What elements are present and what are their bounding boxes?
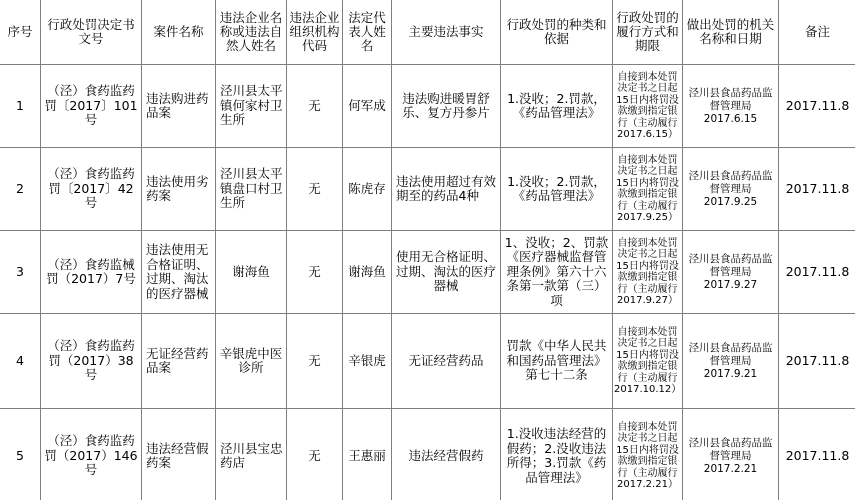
row-number: 3 (0, 231, 41, 314)
note: 2017.11.8 (779, 148, 855, 231)
authority-name: 泾川县食品药品监督管理局 (688, 86, 773, 112)
performance-method: 自接到本处罚决定书之日起15日内将罚没款缴到指定银行（主动履行2017.9.27） (613, 231, 683, 314)
authority-date: 2017.6.15 (703, 112, 758, 125)
row-number: 1 (0, 65, 41, 148)
authority-name: 泾川县食品药品监督管理局 (688, 169, 773, 195)
header-cell: 序号 (0, 0, 41, 65)
header-cell: 行政处罚决定书文号 (41, 0, 142, 65)
performance-method: 自接到本处罚决定书之日起15日内将罚没款缴到指定银行（主动履行2017.2.21） (613, 409, 683, 500)
header-cell: 法定代表人姓名 (343, 0, 392, 65)
header-cell: 做出处罚的机关名称和日期 (683, 0, 779, 65)
performance-method: 自接到本处罚决定书之日起15日内将罚没款缴到指定银行（主动履行2017.10.12） (613, 314, 683, 409)
penalty-basis: 1.没收；2.罚款，《药品管理法》 (501, 148, 613, 231)
header-cell: 主要违法事实 (392, 0, 501, 65)
penalty-basis: 1.没收违法经营的假药；2.没收违法所得；3.罚款《药品管理法》 (501, 409, 613, 500)
decision-doc-number: （泾）食药监药罚（2017）38号 (41, 314, 142, 409)
legal-representative: 何军成 (343, 65, 392, 148)
header-row (0, 0, 855, 65)
legal-representative: 陈虎存 (343, 148, 392, 231)
table-row (0, 409, 855, 500)
header-cell: 行政处罚的种类和依据 (501, 0, 613, 65)
violator-name: 泾川县太平镇盘口村卫生所 (216, 148, 287, 231)
violator-name: 谢海鱼 (216, 231, 287, 314)
authority-date: 2017.9.25 (703, 195, 758, 208)
case-name: 违法经营假药案 (142, 409, 216, 500)
violator-name: 泾川县宝忠药店 (216, 409, 287, 500)
org-code: 无 (287, 65, 343, 148)
note: 2017.11.8 (779, 314, 855, 409)
authority-cell (683, 148, 779, 231)
penalty-basis: 罚款《中华人民共和国药品管理法》第七十二条 (501, 314, 613, 409)
table-row (0, 65, 855, 148)
org-code: 无 (287, 148, 343, 231)
decision-doc-number: （泾）食药监药罚（2017）146号 (41, 409, 142, 500)
authority-name: 泾川县食品药品监督管理局 (688, 436, 773, 462)
violation-facts: 无证经营药品 (392, 314, 501, 409)
legal-representative: 谢海鱼 (343, 231, 392, 314)
penalty-basis: 1、没收；2、罚款《医疗器械监督管理条例》第六十六条第一款第（三）项 (501, 231, 613, 314)
violation-facts: 使用无合格证明、过期、淘汰的医疗器械 (392, 231, 501, 314)
note: 2017.11.8 (779, 65, 855, 148)
authority-cell (683, 409, 779, 500)
org-code: 无 (287, 409, 343, 500)
authority-cell (683, 65, 779, 148)
header-cell: 违法企业名称或违法自然人姓名 (216, 0, 287, 65)
table-row (0, 231, 855, 314)
header-cell: 备注 (779, 0, 855, 65)
org-code: 无 (287, 314, 343, 409)
decision-doc-number: （泾）食药监药罚〔2017〕101号 (41, 65, 142, 148)
violator-name: 辛银虎中医诊所 (216, 314, 287, 409)
case-name: 违法购进药品案 (142, 65, 216, 148)
legal-representative: 辛银虎 (343, 314, 392, 409)
header-cell: 违法企业组织机构代码 (287, 0, 343, 65)
table-row (0, 148, 855, 231)
decision-doc-number: （泾）食药监械罚（2017）7号 (41, 231, 142, 314)
row-number: 4 (0, 314, 41, 409)
header-cell: 行政处罚的履行方式和期限 (613, 0, 683, 65)
authority-date: 2017.2.21 (703, 462, 758, 475)
row-number: 5 (0, 409, 41, 500)
authority-cell (683, 314, 779, 409)
org-code: 无 (287, 231, 343, 314)
note: 2017.11.8 (779, 409, 855, 500)
authority-cell (683, 231, 779, 314)
case-name: 违法使用无合格证明、过期、淘汰的医疗器械 (142, 231, 216, 314)
row-number: 2 (0, 148, 41, 231)
authority-name: 泾川县食品药品监督管理局 (688, 252, 773, 278)
performance-method: 自接到本处罚决定书之日起15日内将罚没款缴到指定银行（主动履行2017.9.25） (613, 148, 683, 231)
note: 2017.11.8 (779, 231, 855, 314)
table-row (0, 314, 855, 409)
violation-facts: 违法经营假药 (392, 409, 501, 500)
violation-facts: 违法使用超过有效期至的药品4种 (392, 148, 501, 231)
authority-name: 泾川县食品药品监督管理局 (688, 341, 773, 367)
violator-name: 泾川县太平镇何家村卫生所 (216, 65, 287, 148)
case-name: 违法使用劣药案 (142, 148, 216, 231)
authority-date: 2017.9.27 (703, 278, 758, 291)
decision-doc-number: （泾）食药监药罚〔2017〕42号 (41, 148, 142, 231)
case-name: 无证经营药品案 (142, 314, 216, 409)
performance-method: 自接到本处罚决定书之日起15日内将罚没款缴到指定银行（主动履行2017.6.15） (613, 65, 683, 148)
penalty-basis: 1.没收；2.罚款，《药品管理法》 (501, 65, 613, 148)
legal-representative: 王惠丽 (343, 409, 392, 500)
authority-date: 2017.9.21 (703, 367, 758, 380)
header-cell: 案件名称 (142, 0, 216, 65)
violation-facts: 违法购进暖胃舒乐、复方丹参片 (392, 65, 501, 148)
